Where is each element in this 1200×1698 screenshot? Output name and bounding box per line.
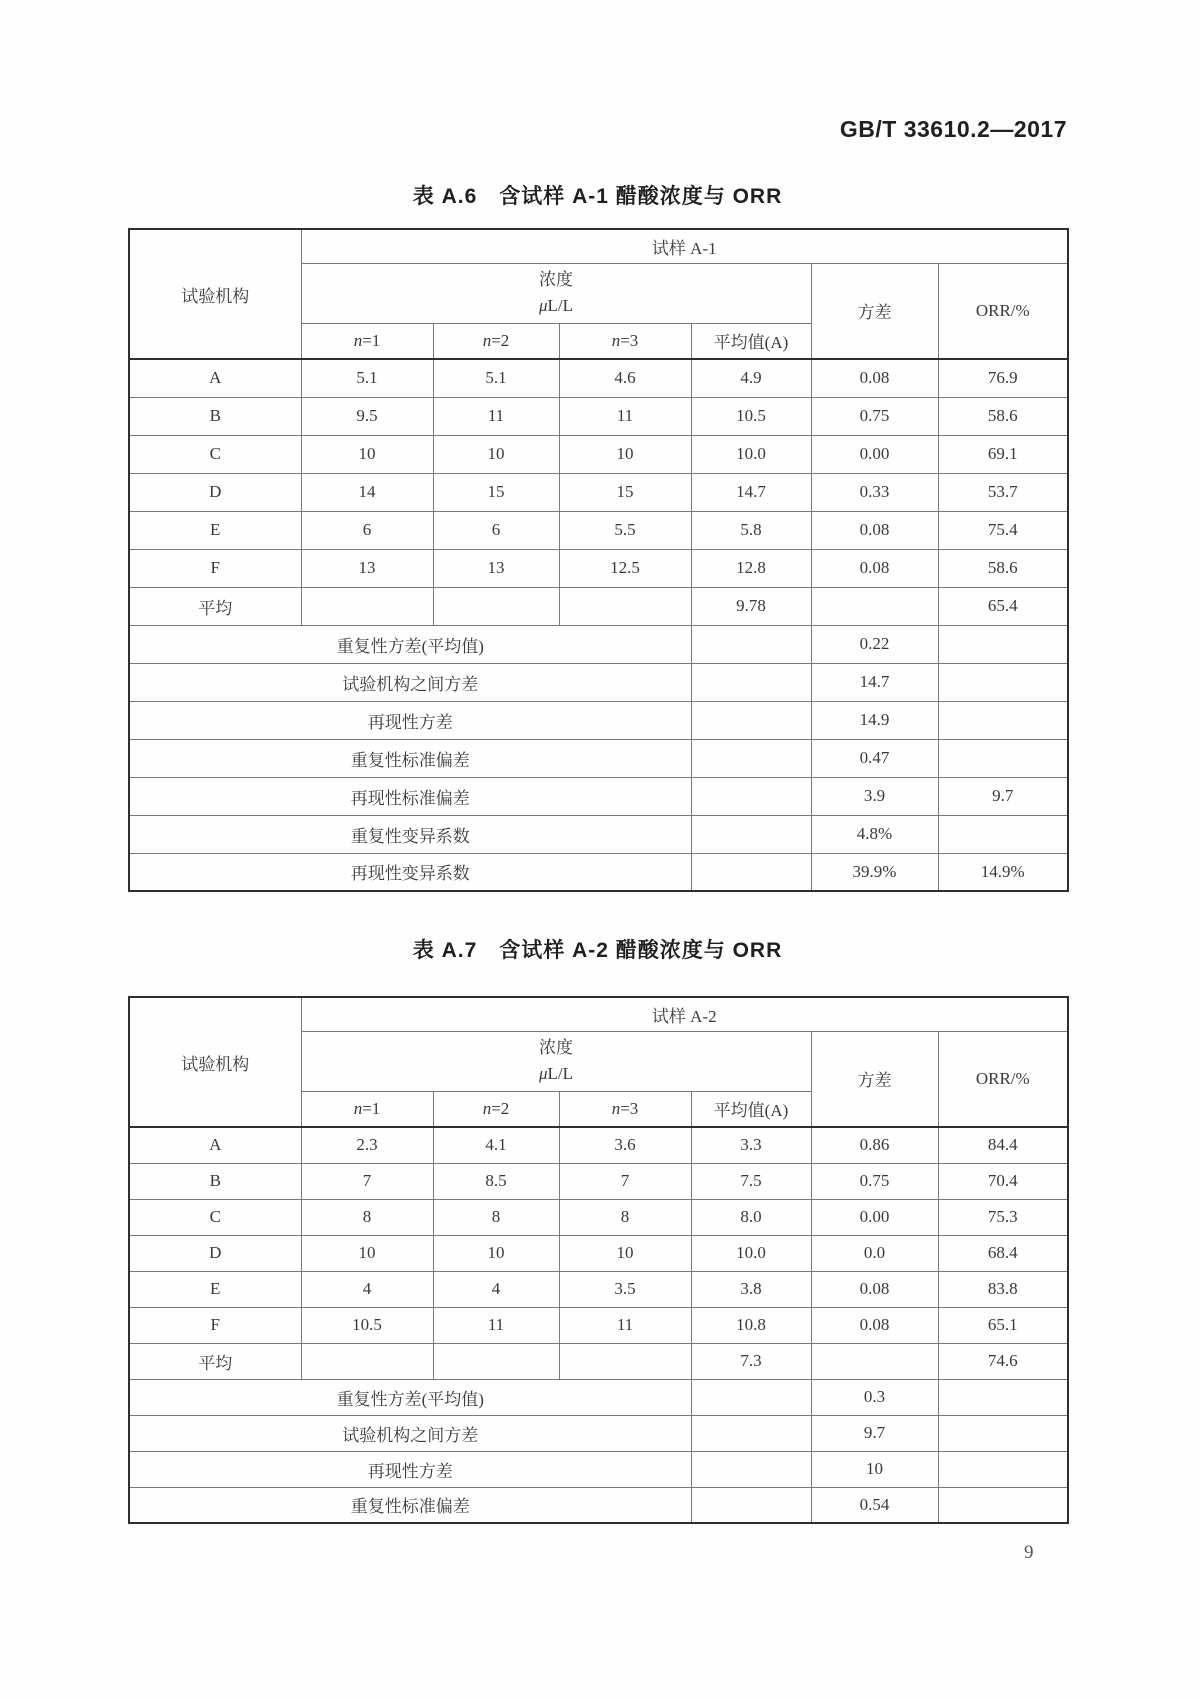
cell-n2: 8: [433, 1199, 559, 1235]
summary-orr-cell: [938, 815, 1068, 853]
cell-n3: 3.5: [559, 1271, 691, 1307]
cell-n2: [433, 587, 559, 625]
cell-mean: 7.5: [691, 1163, 811, 1199]
summary-orr-cell: [938, 739, 1068, 777]
cell-orr: 84.4: [938, 1127, 1068, 1163]
cell-org: E: [129, 511, 301, 549]
cell-orr: 69.1: [938, 435, 1068, 473]
header-n3-cell: n=3: [559, 1091, 691, 1127]
cell-n1: 6: [301, 511, 433, 549]
concentration-unit: μL/L: [538, 1064, 574, 1083]
cell-n2: 5.1: [433, 359, 559, 397]
table-row: [129, 359, 1068, 397]
header-variance-cell: 方差: [811, 1031, 938, 1127]
cell-org: B: [129, 1163, 301, 1199]
summary-label-cell: 重复性方差(平均值): [129, 1379, 691, 1415]
summary-label-cell: 再现性方差: [129, 1451, 691, 1487]
cell-mean: 10.0: [691, 1235, 811, 1271]
cell-org: A: [129, 359, 301, 397]
cell-n3: 11: [559, 1307, 691, 1343]
summary-mean-cell: [691, 1451, 811, 1487]
table-a7-header: [129, 997, 1068, 1127]
summary-row: [129, 701, 1068, 739]
cell-mean: 3.3: [691, 1127, 811, 1163]
summary-label-cell: 试验机构之间方差: [129, 663, 691, 701]
summary-mean-cell: [691, 1415, 811, 1451]
table-row: [129, 1271, 1068, 1307]
table-a6-title: 表 A.6 含试样 A-1 醋酸浓度与 ORR: [412, 185, 783, 208]
cell-mean: 8.0: [691, 1199, 811, 1235]
summary-row: [129, 625, 1068, 663]
table-row: [129, 511, 1068, 549]
cell-variance: 0.08: [811, 1307, 938, 1343]
cell-orr: 70.4: [938, 1163, 1068, 1199]
header-row: [129, 229, 1068, 263]
cell-n2: 6: [433, 511, 559, 549]
cell-n2: 8.5: [433, 1163, 559, 1199]
header-n1-cell: n=1: [301, 323, 433, 359]
cell-variance: 0.0: [811, 1235, 938, 1271]
cell-variance: [811, 1343, 938, 1379]
summary-mean-cell: [691, 739, 811, 777]
cell-mean: 9.78: [691, 587, 811, 625]
header-n3-cell: n=3: [559, 323, 691, 359]
summary-row: [129, 739, 1068, 777]
table-a6-body: [129, 359, 1068, 891]
table-a7-title: 表 A.7 含试样 A-2 醋酸浓度与 ORR: [412, 939, 783, 962]
summary-mean-cell: [691, 815, 811, 853]
cell-n1: 10: [301, 435, 433, 473]
summary-orr-cell: [938, 663, 1068, 701]
cell-org: E: [129, 1271, 301, 1307]
cell-n1: 10.5: [301, 1307, 433, 1343]
summary-variance-cell: 10: [811, 1451, 938, 1487]
concentration-label: 浓度: [539, 269, 573, 289]
cell-org: A: [129, 1127, 301, 1163]
cell-org: C: [129, 435, 301, 473]
table-row-average: [129, 1343, 1068, 1379]
summary-orr-cell: [938, 1451, 1068, 1487]
summary-mean-cell: [691, 1487, 811, 1523]
cell-n3: 12.5: [559, 549, 691, 587]
header-n2-cell: n=2: [433, 1091, 559, 1127]
table-a7-body: [129, 1127, 1068, 1523]
cell-variance: 0.08: [811, 1271, 938, 1307]
cell-org: C: [129, 1199, 301, 1235]
summary-variance-cell: 3.9: [811, 777, 938, 815]
table-row: [129, 1199, 1068, 1235]
cell-mean: 4.9: [691, 359, 811, 397]
cell-n1: 8: [301, 1199, 433, 1235]
cell-variance: 0.33: [811, 473, 938, 511]
page-number: 9: [1024, 1542, 1034, 1563]
cell-n3: 11: [559, 397, 691, 435]
cell-variance: 0.00: [811, 435, 938, 473]
summary-orr-cell: 9.7: [938, 777, 1068, 815]
cell-org: F: [129, 1307, 301, 1343]
header-orr-cell: ORR/%: [938, 263, 1068, 359]
cell-n3: 15: [559, 473, 691, 511]
table-a7: [128, 996, 1069, 1524]
cell-n2: 11: [433, 397, 559, 435]
header-mean-cell: 平均值(A): [691, 323, 811, 359]
summary-label-cell: 重复性方差(平均值): [129, 625, 691, 663]
cell-n2: [433, 1343, 559, 1379]
summary-mean-cell: [691, 1379, 811, 1415]
summary-orr-cell: [938, 625, 1068, 663]
summary-row: [129, 1451, 1068, 1487]
cell-n1: 9.5: [301, 397, 433, 435]
table-row: [129, 397, 1068, 435]
header-concentration-cell: [301, 263, 811, 323]
header-n2-cell: n=2: [433, 323, 559, 359]
cell-mean: 5.8: [691, 511, 811, 549]
cell-org: D: [129, 1235, 301, 1271]
table-row: [129, 1235, 1068, 1271]
header-sample-cell: 试样 A-1: [301, 229, 1068, 263]
summary-mean-cell: [691, 701, 811, 739]
cell-n2: 10: [433, 1235, 559, 1271]
summary-variance-cell: 0.54: [811, 1487, 938, 1523]
cell-mean: 14.7: [691, 473, 811, 511]
cell-org: B: [129, 397, 301, 435]
cell-orr: 76.9: [938, 359, 1068, 397]
cell-variance: 0.86: [811, 1127, 938, 1163]
summary-row: [129, 1487, 1068, 1523]
cell-n1: 2.3: [301, 1127, 433, 1163]
concentration-unit: μL/L: [538, 296, 574, 315]
cell-variance: 0.08: [811, 359, 938, 397]
cell-n3: [559, 1343, 691, 1379]
cell-orr: 74.6: [938, 1343, 1068, 1379]
cell-org: 平均: [129, 1343, 301, 1379]
table-row: [129, 435, 1068, 473]
cell-n3: 4.6: [559, 359, 691, 397]
summary-mean-cell: [691, 663, 811, 701]
summary-variance-cell: 0.47: [811, 739, 938, 777]
cell-orr: 65.1: [938, 1307, 1068, 1343]
cell-n3: 10: [559, 1235, 691, 1271]
header-org-cell: 试验机构: [129, 997, 301, 1127]
summary-variance-cell: 39.9%: [811, 853, 938, 891]
summary-mean-cell: [691, 853, 811, 891]
cell-variance: 0.00: [811, 1199, 938, 1235]
header-variance-cell: 方差: [811, 263, 938, 359]
cell-n1: 10: [301, 1235, 433, 1271]
summary-orr-cell: [938, 1379, 1068, 1415]
cell-n1: [301, 587, 433, 625]
summary-label-cell: 再现性标准偏差: [129, 777, 691, 815]
cell-org: D: [129, 473, 301, 511]
cell-orr: 58.6: [938, 549, 1068, 587]
summary-label-cell: 试验机构之间方差: [129, 1415, 691, 1451]
summary-variance-cell: 14.9: [811, 701, 938, 739]
summary-mean-cell: [691, 625, 811, 663]
cell-n3: 8: [559, 1199, 691, 1235]
cell-n2: 4: [433, 1271, 559, 1307]
header-org-cell: 试验机构: [129, 229, 301, 359]
summary-label-cell: 再现性变异系数: [129, 853, 691, 891]
cell-orr: 75.4: [938, 511, 1068, 549]
cell-mean: 10.5: [691, 397, 811, 435]
summary-variance-cell: 0.22: [811, 625, 938, 663]
cell-n3: 10: [559, 435, 691, 473]
header-orr-cell: ORR/%: [938, 1031, 1068, 1127]
table-row: [129, 473, 1068, 511]
cell-n1: 14: [301, 473, 433, 511]
table-a6-header: [129, 229, 1068, 359]
cell-variance: 0.75: [811, 397, 938, 435]
table-row: [129, 549, 1068, 587]
summary-row: [129, 1415, 1068, 1451]
summary-label-cell: 重复性标准偏差: [129, 1487, 691, 1523]
cell-org: 平均: [129, 587, 301, 625]
header-concentration-cell: [301, 1031, 811, 1091]
cell-n3: 3.6: [559, 1127, 691, 1163]
table-row: [129, 1163, 1068, 1199]
cell-variance: [811, 587, 938, 625]
cell-org: F: [129, 549, 301, 587]
cell-n3: 7: [559, 1163, 691, 1199]
header-mean-cell: 平均值(A): [691, 1091, 811, 1127]
summary-orr-cell: [938, 1415, 1068, 1451]
cell-n2: 15: [433, 473, 559, 511]
summary-mean-cell: [691, 777, 811, 815]
cell-orr: 53.7: [938, 473, 1068, 511]
cell-orr: 68.4: [938, 1235, 1068, 1271]
cell-mean: 7.3: [691, 1343, 811, 1379]
summary-label-cell: 再现性方差: [129, 701, 691, 739]
cell-variance: 0.75: [811, 1163, 938, 1199]
cell-n3: 5.5: [559, 511, 691, 549]
table-row: [129, 1127, 1068, 1163]
cell-n2: 13: [433, 549, 559, 587]
summary-variance-cell: 9.7: [811, 1415, 938, 1451]
summary-label-cell: 重复性变异系数: [129, 815, 691, 853]
cell-orr: 83.8: [938, 1271, 1068, 1307]
cell-mean: 12.8: [691, 549, 811, 587]
cell-orr: 75.3: [938, 1199, 1068, 1235]
summary-label-cell: 重复性标准偏差: [129, 739, 691, 777]
table-a6: [128, 228, 1069, 892]
standard-number: GB/T 33610.2—2017: [839, 116, 1067, 142]
cell-mean: 10.0: [691, 435, 811, 473]
summary-row: [129, 777, 1068, 815]
table-row: [129, 1307, 1068, 1343]
summary-variance-cell: 4.8%: [811, 815, 938, 853]
summary-row: [129, 853, 1068, 891]
cell-orr: 65.4: [938, 587, 1068, 625]
cell-mean: 10.8: [691, 1307, 811, 1343]
cell-variance: 0.08: [811, 511, 938, 549]
cell-n2: 4.1: [433, 1127, 559, 1163]
concentration-label: 浓度: [539, 1037, 573, 1057]
summary-variance-cell: 0.3: [811, 1379, 938, 1415]
header-n1-cell: n=1: [301, 1091, 433, 1127]
summary-row: [129, 1379, 1068, 1415]
cell-mean: 3.8: [691, 1271, 811, 1307]
cell-n1: 7: [301, 1163, 433, 1199]
header-row: [129, 997, 1068, 1031]
cell-n1: 4: [301, 1271, 433, 1307]
cell-n2: 10: [433, 435, 559, 473]
summary-variance-cell: 14.7: [811, 663, 938, 701]
header-sample-cell: 试样 A-2: [301, 997, 1068, 1031]
cell-orr: 58.6: [938, 397, 1068, 435]
summary-row: [129, 815, 1068, 853]
cell-n1: 13: [301, 549, 433, 587]
cell-n3: [559, 587, 691, 625]
summary-orr-cell: 14.9%: [938, 853, 1068, 891]
table-row-average: [129, 587, 1068, 625]
summary-row: [129, 663, 1068, 701]
cell-n2: 11: [433, 1307, 559, 1343]
cell-n1: 5.1: [301, 359, 433, 397]
cell-n1: [301, 1343, 433, 1379]
cell-variance: 0.08: [811, 549, 938, 587]
summary-orr-cell: [938, 701, 1068, 739]
summary-orr-cell: [938, 1487, 1068, 1523]
